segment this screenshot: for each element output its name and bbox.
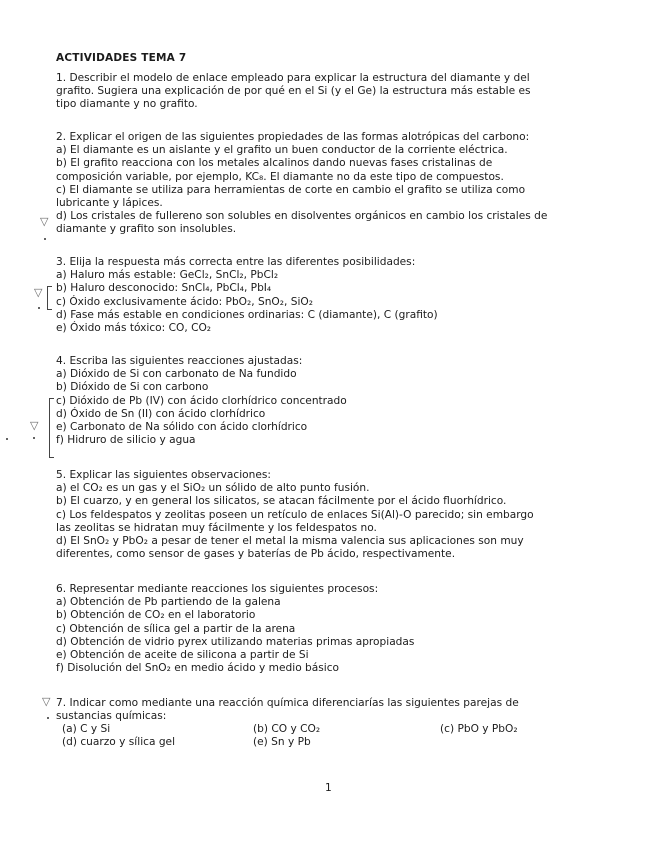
question-5 — [56, 469, 576, 561]
margin-check-mark-icon: ▽ — [42, 695, 51, 708]
pair-a: (a) C y Si — [62, 723, 111, 736]
margin-check-mark-icon: ▽ — [34, 286, 43, 299]
margin-dot-icon — [38, 307, 40, 309]
question-2 — [56, 131, 576, 237]
margin-check-mark-icon: ▽ — [30, 419, 39, 432]
question-line: diferentes, como sensor de gases y baterías de Pb ácido, respectivamente. — [56, 548, 456, 561]
question-line: e) Carbonato de Na sólido con ácido clorhídrico — [56, 421, 308, 434]
question-line: b) Dióxido de Si con carbono — [56, 381, 209, 394]
question-line: 4. Escriba las siguientes reacciones ajustadas: — [56, 355, 303, 367]
question-line: 5. Explicar las siguientes observaciones: — [56, 469, 271, 481]
question-line: a) Obtención de Pb partiendo de la galena — [56, 596, 281, 609]
question-3 — [56, 256, 576, 335]
question-line: c) Los feldespatos y zeolitas poseen un retículo de enlaces Si(Al)-O parecido; sin embargo — [56, 508, 534, 521]
question-line: 2. Explicar el origen de las siguientes propiedades de las formas alotrópicas del carbono: — [56, 131, 530, 143]
margin-dot-icon — [44, 238, 46, 240]
question-line: d) El SnO₂ y PbO₂ a pesar de tener el metal la misma valencia sus aplicaciones son muy — [56, 535, 524, 548]
margin-dot-icon — [6, 438, 8, 440]
question-line: c) Obtención de sílica gel a partir de la arena — [56, 622, 296, 635]
question-line: a) Dióxido de Si con carbonato de Na fundido — [56, 368, 297, 381]
question-line: b) Obtención de CO₂ en el laboratorio — [56, 609, 256, 622]
question-line: diamante y grafito son insolubles. — [56, 223, 237, 236]
question-line: b) El cuarzo, y en general los silicatos, se atacan fácilmente por el ácido fluorhídrico. — [56, 495, 507, 508]
question-line: e) Óxido más tóxico: CO, CO₂ — [56, 322, 212, 335]
question-line: d) Óxido de Sn (II) con ácido clorhídrico — [56, 407, 266, 420]
question-line: a) Haluro más estable: GeCl₂, SnCl₂, PbCl₂ — [56, 269, 279, 282]
page-number: 1 — [325, 782, 332, 794]
question-line: grafito. Sugiera una explicación de por qué en el Si (y el Ge) la estructura más estable es — [56, 85, 531, 98]
pair-d: (d) cuarzo y sílica gel — [62, 736, 176, 749]
question-line: c) El diamante se utiliza para herramientas de corte en cambio el grafito se utiliza como — [56, 183, 526, 196]
question-6 — [56, 583, 576, 675]
margin-bracket-icon — [49, 398, 54, 458]
question-line: composición variable, por ejemplo, KC₈. El diamante no da este tipo de compuestos. — [56, 170, 504, 183]
pair-c: (c) PbO y PbO₂ — [440, 723, 518, 736]
margin-dot-icon — [33, 437, 35, 439]
question-line: lubricante y lápices. — [56, 197, 163, 210]
question-line: a) el CO₂ es un gas y el SiO₂ un sólido de alto punto fusión. — [56, 482, 370, 495]
question-line: f) Disolución del SnO₂ en medio ácido y medio básico — [56, 662, 340, 675]
question-line: c) Óxido exclusivamente ácido: PbO₂, SnO₂, SiO₂ — [56, 295, 314, 308]
question-line: 3. Elija la respuesta más correcta entre las diferentes posibilidades: — [56, 256, 416, 268]
question-line: 1. Describir el modelo de enlace empleado para explicar la estructura del diamante y del — [56, 72, 530, 84]
question-line: 6. Representar mediante reacciones los siguientes procesos: — [56, 583, 379, 595]
question-line: f) Hidruro de silicio y agua — [56, 434, 196, 447]
question-line: las zeolitas se hidratan muy fácilmente y los feldespatos no. — [56, 521, 377, 534]
question-line: 7. Indicar como mediante una reacción química diferenciarías las siguientes parejas de — [56, 697, 519, 709]
margin-dot-icon — [47, 717, 49, 719]
question-4 — [56, 355, 576, 447]
question-line: sustancias químicas: — [56, 710, 167, 723]
pair-b: (b) CO y CO₂ — [253, 723, 321, 736]
question-1 — [56, 72, 576, 112]
page-title: ACTIVIDADES TEMA 7 — [56, 52, 187, 64]
question-line: tipo diamante y no grafito. — [56, 98, 198, 111]
margin-bracket-icon — [47, 286, 52, 310]
question-line: e) Obtención de aceite de silicona a partir de Si — [56, 649, 309, 662]
question-line: b) El grafito reacciona con los metales alcalinos dando nuevas fases cristalinas de — [56, 157, 493, 170]
pair-e: (e) Sn y Pb — [253, 736, 311, 749]
question-line: d) Fase más estable en condiciones ordinarias: C (diamante), C (grafito) — [56, 308, 438, 321]
question-7 — [56, 697, 576, 753]
question-line: d) Obtención de vidrio pyrex utilizando materias primas apropiadas — [56, 635, 415, 648]
question-line: b) Haluro desconocido: SnCl₄, PbCl₄, PbI₄ — [56, 282, 272, 295]
margin-check-mark-icon: ▽ — [40, 215, 49, 228]
question-line: c) Dióxido de Pb (IV) con ácido clorhídrico concentrado — [56, 394, 347, 407]
question-line: d) Los cristales de fullereno son solubles en disolventes orgánicos en cambio los cristales de — [56, 210, 548, 223]
substance-pairs — [56, 723, 576, 753]
question-line: a) El diamante es un aislante y el grafito un buen conductor de la corriente eléctrica. — [56, 144, 508, 157]
